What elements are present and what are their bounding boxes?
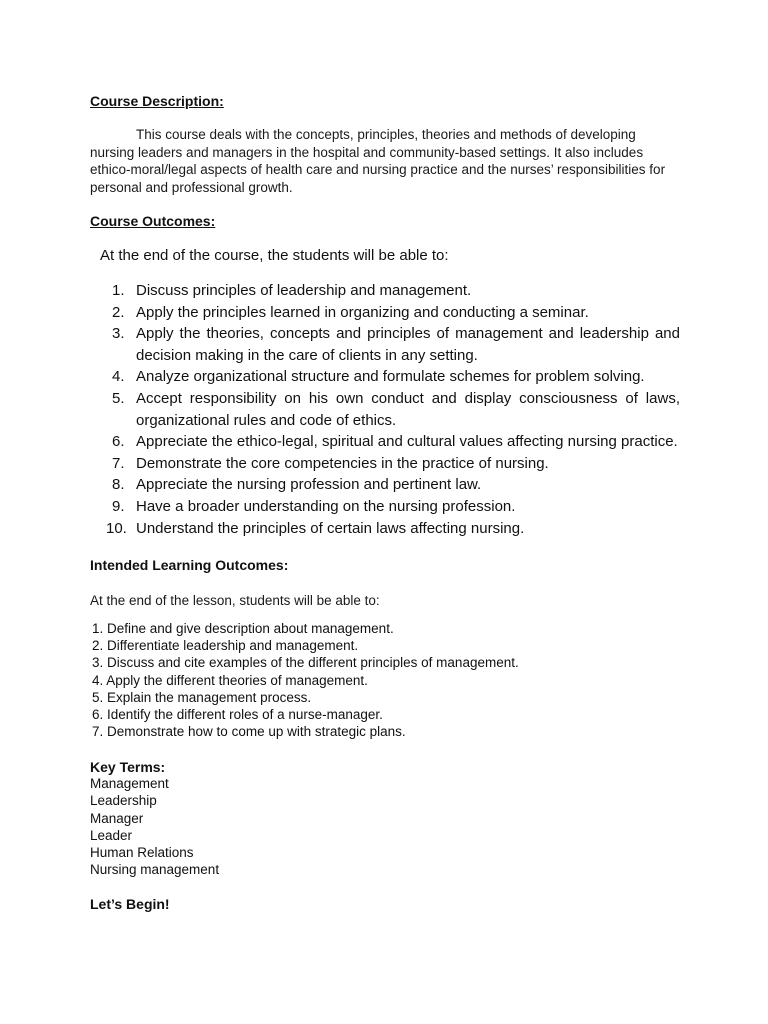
key-terms-heading: Key Terms: bbox=[90, 759, 166, 775]
intended-learning-outcome-item: 5. Explain the management process. bbox=[92, 689, 312, 705]
course-outcome-number: 2. bbox=[112, 303, 125, 321]
course-outcomes-intro: At the end of the course, the students will be able to: bbox=[100, 247, 449, 264]
course-outcome-text: Apply the principles learned in organizing and conducting a seminar. bbox=[136, 303, 589, 321]
key-terms-list bbox=[90, 775, 219, 879]
intended-learning-outcomes-list bbox=[92, 620, 519, 740]
course-outcome-item bbox=[112, 280, 680, 302]
course-outcomes-heading: Course Outcomes: bbox=[90, 213, 216, 229]
key-term-item: Leader bbox=[90, 827, 133, 843]
key-term-item: Human Relations bbox=[90, 845, 194, 861]
course-outcome-text: Discuss principles of leadership and management. bbox=[136, 282, 472, 299]
course-outcome-number: 1. bbox=[112, 282, 125, 299]
course-description-heading: Course Description: bbox=[90, 93, 224, 109]
intended-learning-outcome-item: 2. Differentiate leadership and management. bbox=[92, 638, 359, 654]
course-outcome-number: 8. bbox=[112, 476, 125, 494]
course-outcomes-list bbox=[106, 280, 680, 539]
key-term-item: Nursing management bbox=[90, 862, 220, 878]
key-term-item: Manager bbox=[90, 810, 144, 826]
intended-learning-outcome-item: 3. Discuss and cite examples of the different principles of management. bbox=[92, 655, 519, 671]
course-outcome-text: Have a broader understanding on the nursing profession. bbox=[136, 497, 516, 515]
course-outcome-number: 3. bbox=[112, 325, 125, 343]
intended-learning-outcomes-intro: At the end of the lesson, students will be able to: bbox=[90, 593, 380, 608]
course-outcome-item bbox=[112, 388, 680, 431]
course-outcome-number: 4. bbox=[112, 368, 125, 386]
lets-begin-heading: Let’s Begin! bbox=[90, 896, 170, 912]
intended-learning-outcomes-heading: Intended Learning Outcomes: bbox=[90, 557, 289, 573]
course-outcome-item bbox=[106, 518, 680, 540]
course-outcome-text: Analyze organizational structure and formulate schemes for problem solving. bbox=[136, 368, 645, 386]
course-outcome-number: 9. bbox=[112, 497, 125, 515]
course-outcome-text: Apply the theories, concepts and principles of management and leadership and decision making in the care of clients in any setting. bbox=[136, 325, 680, 364]
course-outcome-item bbox=[112, 366, 680, 388]
course-outcome-item bbox=[112, 431, 680, 453]
course-description-text: This course deals with the concepts, principles, theories and methods of developing nursing leaders and managers in the hospital and community-based settings. It also includes ethico-moral/legal aspects of health care and nursing practice and the nurses’ responsibilities for personal and professional growth. bbox=[90, 127, 666, 195]
course-outcome-item bbox=[112, 302, 680, 324]
intended-learning-outcome-item: 6. Identify the different roles of a nurse-manager. bbox=[92, 707, 383, 723]
course-outcome-item bbox=[112, 496, 680, 518]
course-outcome-item bbox=[112, 474, 680, 496]
course-description-paragraph bbox=[90, 126, 670, 196]
course-outcome-text: Appreciate the ethico-legal, spiritual and cultural values affecting nursing practice. bbox=[136, 433, 678, 451]
course-outcome-text: Demonstrate the core competencies in the practice of nursing. bbox=[136, 454, 549, 472]
course-outcome-text: Appreciate the nursing profession and pertinent law. bbox=[136, 476, 482, 494]
course-outcome-item bbox=[112, 323, 680, 366]
course-outcome-text: Understand the principles of certain laws affecting nursing. bbox=[136, 519, 525, 537]
course-outcome-number: 6. bbox=[112, 433, 125, 451]
key-term-item: Management bbox=[90, 776, 169, 791]
intended-learning-outcome-item: 7. Demonstrate how to come up with strategic plans. bbox=[92, 724, 406, 740]
intended-learning-outcome-item: 4. Apply the different theories of management. bbox=[92, 672, 368, 688]
course-outcome-text: Accept responsibility on his own conduct and display consciousness of laws, organizational rules and code of ethics. bbox=[136, 389, 680, 429]
course-outcome-number: 5. bbox=[112, 389, 125, 407]
intended-learning-outcome-item: 1. Define and give description about management. bbox=[92, 621, 394, 636]
course-outcome-number: 7. bbox=[112, 454, 125, 472]
course-outcome-item bbox=[112, 453, 680, 475]
course-outcome-number: 10. bbox=[106, 519, 127, 537]
key-term-item: Leadership bbox=[90, 793, 157, 809]
